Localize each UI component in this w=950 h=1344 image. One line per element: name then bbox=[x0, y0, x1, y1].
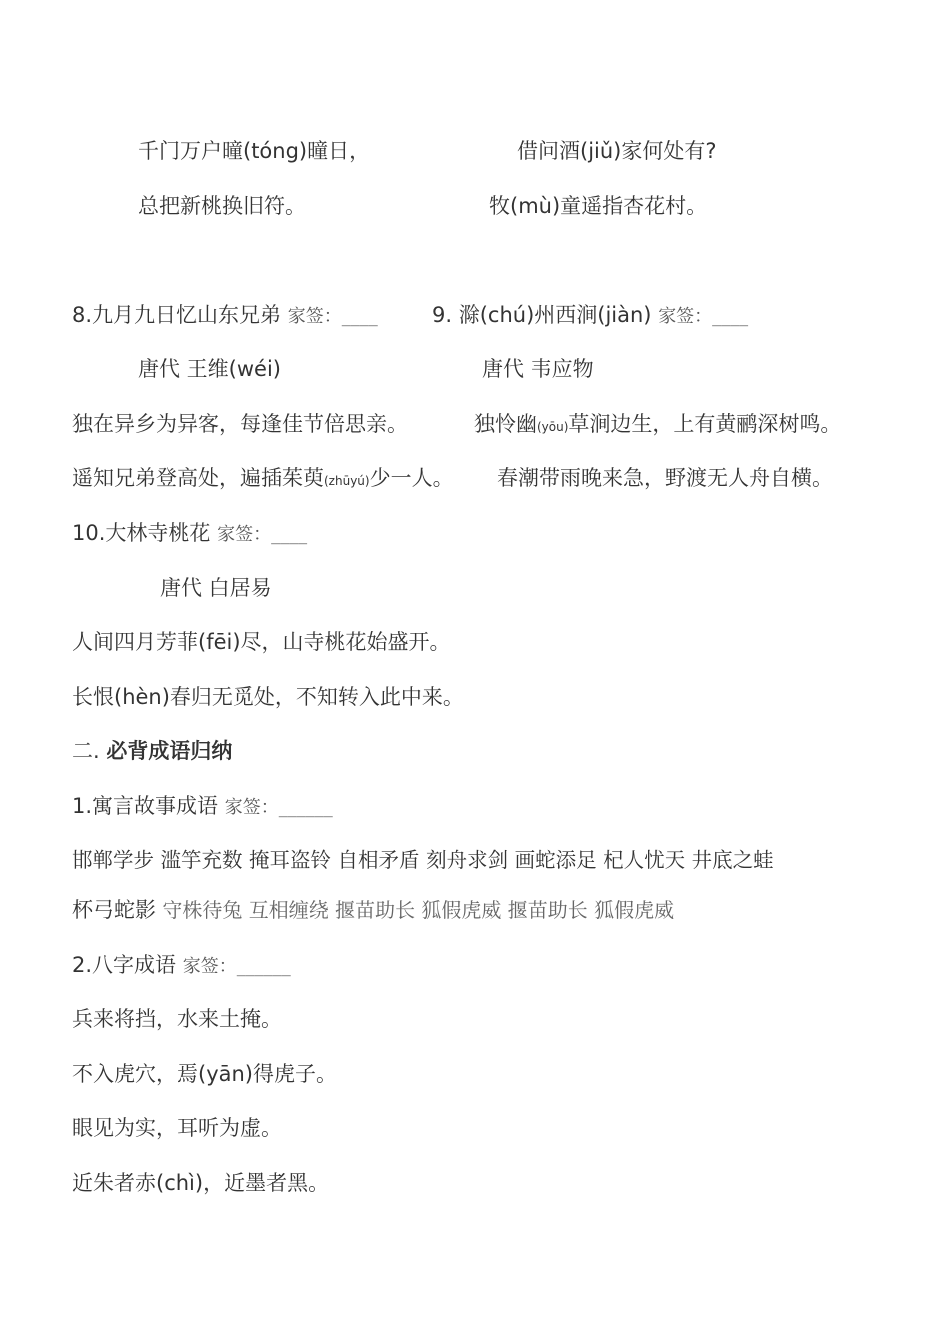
section2-heading bbox=[72, 738, 232, 764]
idioms1-row2 bbox=[72, 897, 674, 923]
poem9-title: 9. 滁(chú)州西涧(jiàn) bbox=[432, 303, 652, 327]
idioms1-row1: 邯郸学步 滥竽充数 掩耳盗铃 自相矛盾 刻舟求剑 画蛇添足 杞人忧天 井底之蛙 bbox=[72, 848, 774, 872]
idioms2-sign: 家签：______ bbox=[182, 956, 291, 977]
poem10-title: 10.大林寺桃花 bbox=[72, 521, 211, 545]
poem9-line1-pre: 独怜幽 bbox=[474, 412, 537, 436]
poem9-author: 唐代 韦应物 bbox=[482, 357, 594, 381]
poem7-line1-right: 借问酒(jiǔ)家何处有? bbox=[517, 139, 717, 163]
poem10-line1: 人间四月芳菲(fēi)尽，山寺桃花始盛开。 bbox=[72, 630, 451, 654]
poem8-line2-pre: 遥知兄弟登高处，遍插茱萸 bbox=[72, 466, 324, 490]
poem8-line2-pinyin: (zhūyú) bbox=[324, 474, 370, 488]
poem7-line2-left: 总把新桃换旧符。 bbox=[138, 194, 306, 218]
section2-title: 必背成语归纳 bbox=[106, 739, 233, 763]
idioms2-line3: 眼见为实，耳听为虚。 bbox=[72, 1116, 282, 1140]
poem8-author: 唐代 王维(wéi) bbox=[138, 357, 281, 381]
idioms2-line1: 兵来将挡，水来土掩。 bbox=[72, 1007, 282, 1031]
poem8-line1: 独在异乡为异客，每逢佳节倍思亲。 bbox=[72, 412, 408, 436]
poem9-line1-post: 草涧边生，上有黄鹂深树鸣。 bbox=[568, 412, 842, 436]
poem9-line1 bbox=[474, 411, 841, 440]
idioms1-row2-main: 杯弓蛇影 bbox=[72, 898, 156, 922]
section2-number: 二. bbox=[72, 739, 100, 763]
poem8-title-row bbox=[72, 302, 378, 330]
idioms2-line4: 近朱者赤(chì)，近墨者黑。 bbox=[72, 1171, 330, 1195]
idioms1-title-row bbox=[72, 793, 333, 821]
poem9-title-row bbox=[432, 302, 748, 330]
idioms2-line2: 不入虎穴，焉(yān)得虎子。 bbox=[72, 1062, 337, 1086]
idioms1-sign: 家签：______ bbox=[224, 797, 333, 818]
poem9-line1-pinyin: (yōu) bbox=[537, 420, 569, 434]
poem9-sign: 家签：____ bbox=[658, 306, 749, 327]
poem9-line2: 春潮带雨晚来急，野渡无人舟自横。 bbox=[497, 466, 833, 490]
poem7-line2-right: 牧(mù)童遥指杏花村。 bbox=[489, 194, 708, 218]
poem7-line1-left: 千门万户曈(tóng)曈日， bbox=[138, 139, 371, 163]
poem8-sign: 家签：____ bbox=[287, 306, 378, 327]
poem8-line2-post: 少一人。 bbox=[369, 466, 454, 490]
idioms2-title: 2.八字成语 bbox=[72, 953, 177, 977]
poem10-author: 唐代 白居易 bbox=[160, 576, 272, 600]
idioms1-title: 1.寓言故事成语 bbox=[72, 794, 219, 818]
idioms2-title-row bbox=[72, 952, 291, 980]
poem10-line2: 长恨(hèn)春归无觅处，不知转入此中来。 bbox=[72, 685, 464, 709]
poem10-sign: 家签：____ bbox=[217, 524, 308, 545]
poem8-line2 bbox=[72, 465, 454, 494]
poem10-title-row bbox=[72, 520, 307, 548]
idioms1-row2-rest: 守株待兔 互相缠绕 揠苗助长 狐假虎威 揠苗助长 狐假虎威 bbox=[156, 898, 675, 922]
poem8-title: 8.九月九日忆山东兄弟 bbox=[72, 303, 282, 327]
